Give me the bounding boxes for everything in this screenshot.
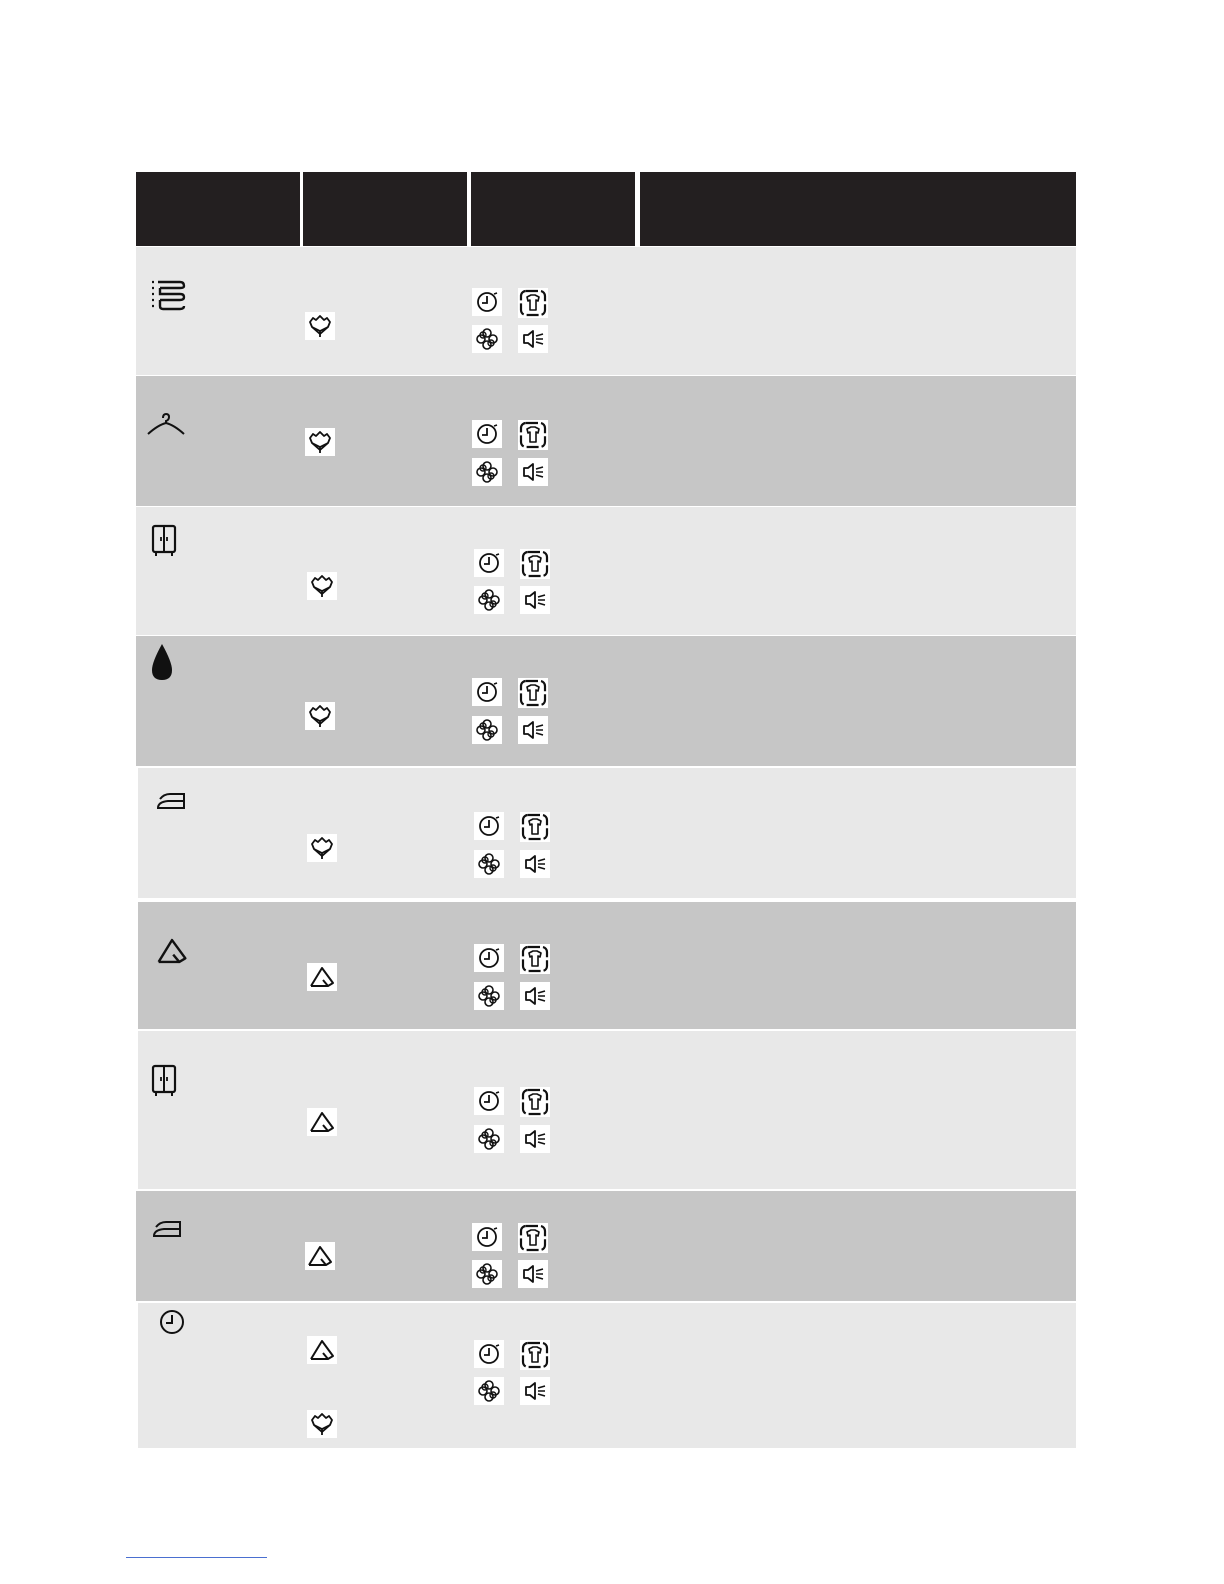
clock-icon — [157, 1307, 187, 1337]
time-delay-icon — [474, 549, 504, 577]
buzzer-icon — [518, 458, 548, 486]
buzzer-icon — [520, 1125, 550, 1153]
cotton-icon — [307, 1410, 337, 1438]
anti-crease-icon — [520, 812, 550, 842]
anti-crease-icon — [520, 549, 550, 579]
delicate-icon — [472, 1260, 502, 1288]
buzzer-icon — [520, 1377, 550, 1405]
delicate-icon — [474, 850, 504, 878]
header-cell-description — [640, 172, 1076, 246]
anti-crease-icon — [520, 1087, 550, 1117]
table-row — [138, 902, 1076, 1029]
iron-icon — [154, 790, 190, 812]
synthetic-icon — [152, 934, 192, 968]
buzzer-icon — [520, 982, 550, 1010]
water-drop-icon — [148, 642, 176, 682]
table-row — [136, 507, 1076, 635]
table-row — [136, 247, 1076, 375]
cotton-icon — [307, 834, 337, 862]
buzzer-icon — [520, 850, 550, 878]
cotton-icon — [305, 428, 335, 456]
table-row — [138, 768, 1076, 898]
delicate-icon — [474, 1377, 504, 1405]
header-cell-fabric — [303, 172, 467, 246]
anti-crease-icon — [520, 1340, 550, 1370]
time-delay-icon — [472, 288, 502, 316]
time-delay-icon — [474, 812, 504, 840]
time-delay-icon — [474, 1087, 504, 1115]
table-row — [138, 1031, 1076, 1189]
time-delay-icon — [472, 678, 502, 706]
anti-crease-icon — [520, 944, 550, 974]
delicate-icon — [474, 982, 504, 1010]
synthetic-icon — [307, 1336, 337, 1364]
buzzer-icon — [518, 325, 548, 353]
synthetic-icon — [305, 1242, 335, 1270]
table-row — [136, 636, 1076, 766]
delicate-icon — [472, 458, 502, 486]
cupboard-icon — [150, 524, 178, 558]
buzzer-icon — [520, 586, 550, 614]
time-delay-icon — [472, 420, 502, 448]
anti-crease-icon — [518, 288, 548, 318]
header-cell-options — [471, 172, 635, 246]
delicate-icon — [472, 325, 502, 353]
delicate-icon — [474, 586, 504, 614]
time-delay-icon — [474, 944, 504, 972]
iron-icon — [150, 1218, 186, 1240]
synthetic-icon — [307, 963, 337, 991]
anti-crease-icon — [518, 1223, 548, 1253]
hanger-icon — [146, 412, 186, 438]
footer-link[interactable] — [126, 1557, 267, 1558]
buzzer-icon — [518, 1260, 548, 1288]
cotton-icon — [305, 702, 335, 730]
delicate-icon — [474, 1125, 504, 1153]
buzzer-icon — [518, 716, 548, 744]
time-delay-icon — [474, 1340, 504, 1368]
anti-crease-icon — [518, 678, 548, 708]
table-row — [136, 376, 1076, 506]
anti-crease-icon — [518, 420, 548, 450]
cupboard-icon — [150, 1064, 178, 1098]
stack-of-towels-icon — [148, 278, 188, 312]
header-cell-programme — [136, 172, 300, 246]
cotton-icon — [307, 572, 337, 600]
cotton-icon — [305, 312, 335, 340]
synthetic-icon — [307, 1108, 337, 1136]
table-row — [138, 1303, 1076, 1448]
delicate-icon — [472, 716, 502, 744]
table-row — [136, 1191, 1076, 1301]
time-delay-icon — [472, 1223, 502, 1251]
